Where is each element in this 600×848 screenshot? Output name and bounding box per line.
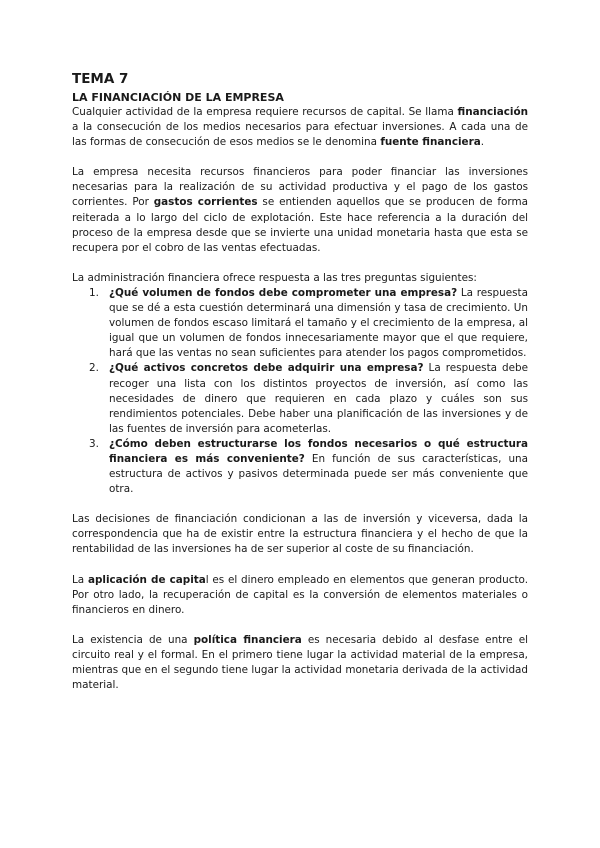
question-text: ¿Cómo deben estructurarse los fondos necesarios o qué estructura financiera es más conveniente? <box>109 437 528 465</box>
text-run: La <box>72 573 88 586</box>
text-run: La empresa necesita recursos financieros para poder financiar las inversiones necesarias para la realización de su actividad productiva y el pago de los gastos corrientes. Por <box>72 166 528 209</box>
bold-term: política financiera <box>193 633 302 646</box>
answer-text: En función de sus características, una estructura de activos y pasivos determinada puede ser más conveniente que otra. <box>109 452 529 496</box>
doc-title: TEMA 7 <box>72 71 129 87</box>
text-run: Cualquier actividad de la empresa requiere recursos de capital. Se llama <box>72 106 458 118</box>
text-run: l es el dinero empleado en elementos que generan producto. Por otro lado, la recuperación de capital es la conversión de elementos materiales o financieros en dinero. <box>72 573 529 616</box>
bold-term: gastos corrientes <box>153 196 258 209</box>
paragraph-intro-preguntas: La administración financiera ofrece respuesta a las tres preguntas siguientes: <box>72 271 477 284</box>
answer-text: La respuesta debe recoger una lista con los distintos proyectos de inversión, así como las necesidades de dinero que requieren en cada plazo y cuáles son sus rendimientos potenciales. Debe haber una planificación de las inversiones y de las fuentes de inversión para acometerlas. <box>109 362 529 435</box>
doc-subtitle: LA FINANCIACIÓN DE LA EMPRESA <box>72 91 284 104</box>
question-text: ¿Qué activos concretos debe adquirir una empresa? <box>109 362 424 375</box>
text-run: La existencia de una <box>72 633 194 646</box>
text-run: . <box>480 136 485 149</box>
document-page <box>72 71 528 693</box>
bold-term: financiación <box>457 106 528 118</box>
list-number: 2. <box>89 362 99 375</box>
paragraph-decisiones: Las decisiones de financiación condicionan a las de inversión y viceversa, dada la correspondencia que ha de existir entre la estructura financiera y el hecho de que la rentabilidad de las inversiones ha de ser superior al coste de su financiación. <box>72 513 528 556</box>
list-item <box>72 286 528 361</box>
list-item <box>72 437 528 497</box>
bold-term: fuente financiera <box>380 136 481 149</box>
question-text: ¿Qué volumen de fondos debe comprometer una empresa? <box>109 286 458 299</box>
bold-term: aplicación de capita <box>87 573 206 586</box>
paragraph-politica-financiera <box>72 633 528 693</box>
text-run: a la consecución de los medios necesarios para efectuar inversiones. A cada una de las formas de consecución de esos medios se le denomina <box>72 121 528 149</box>
paragraph-financiacion <box>72 105 528 150</box>
questions-list <box>72 286 528 497</box>
text-run: es necesaria debido al desfase entre el circuito real y el formal. En el primero tiene lugar la actividad material de la empresa, mientras que en el segundo tiene lugar la actividad monetaria derivada de la actividad material. <box>72 633 529 692</box>
list-item <box>72 361 528 436</box>
text-run: se entienden aquellos que se producen de forma reiterada a lo largo del ciclo de explotación. Este hace referencia a la duración del proceso de la empresa desde que se invierte una unidad monetaria hasta que esta se recupera por el cobro de las ventas efectuadas. <box>72 196 528 254</box>
paragraph-recursos <box>72 165 528 256</box>
list-number: 1. <box>89 286 99 299</box>
paragraph-aplicacion-capital <box>72 573 528 618</box>
list-number: 3. <box>89 437 99 450</box>
answer-text: La respuesta que se dé a esta cuestión determinará una dimensión y tasa de crecimiento. Un volumen de fondos escaso limitará el tamaño y el crecimiento de la empresa, al igual que un volumen de fondos innecesariamente mayor que el que requiere, hará que las ventas no sean suficientes para atender los pagos comprometidos. <box>109 286 528 360</box>
